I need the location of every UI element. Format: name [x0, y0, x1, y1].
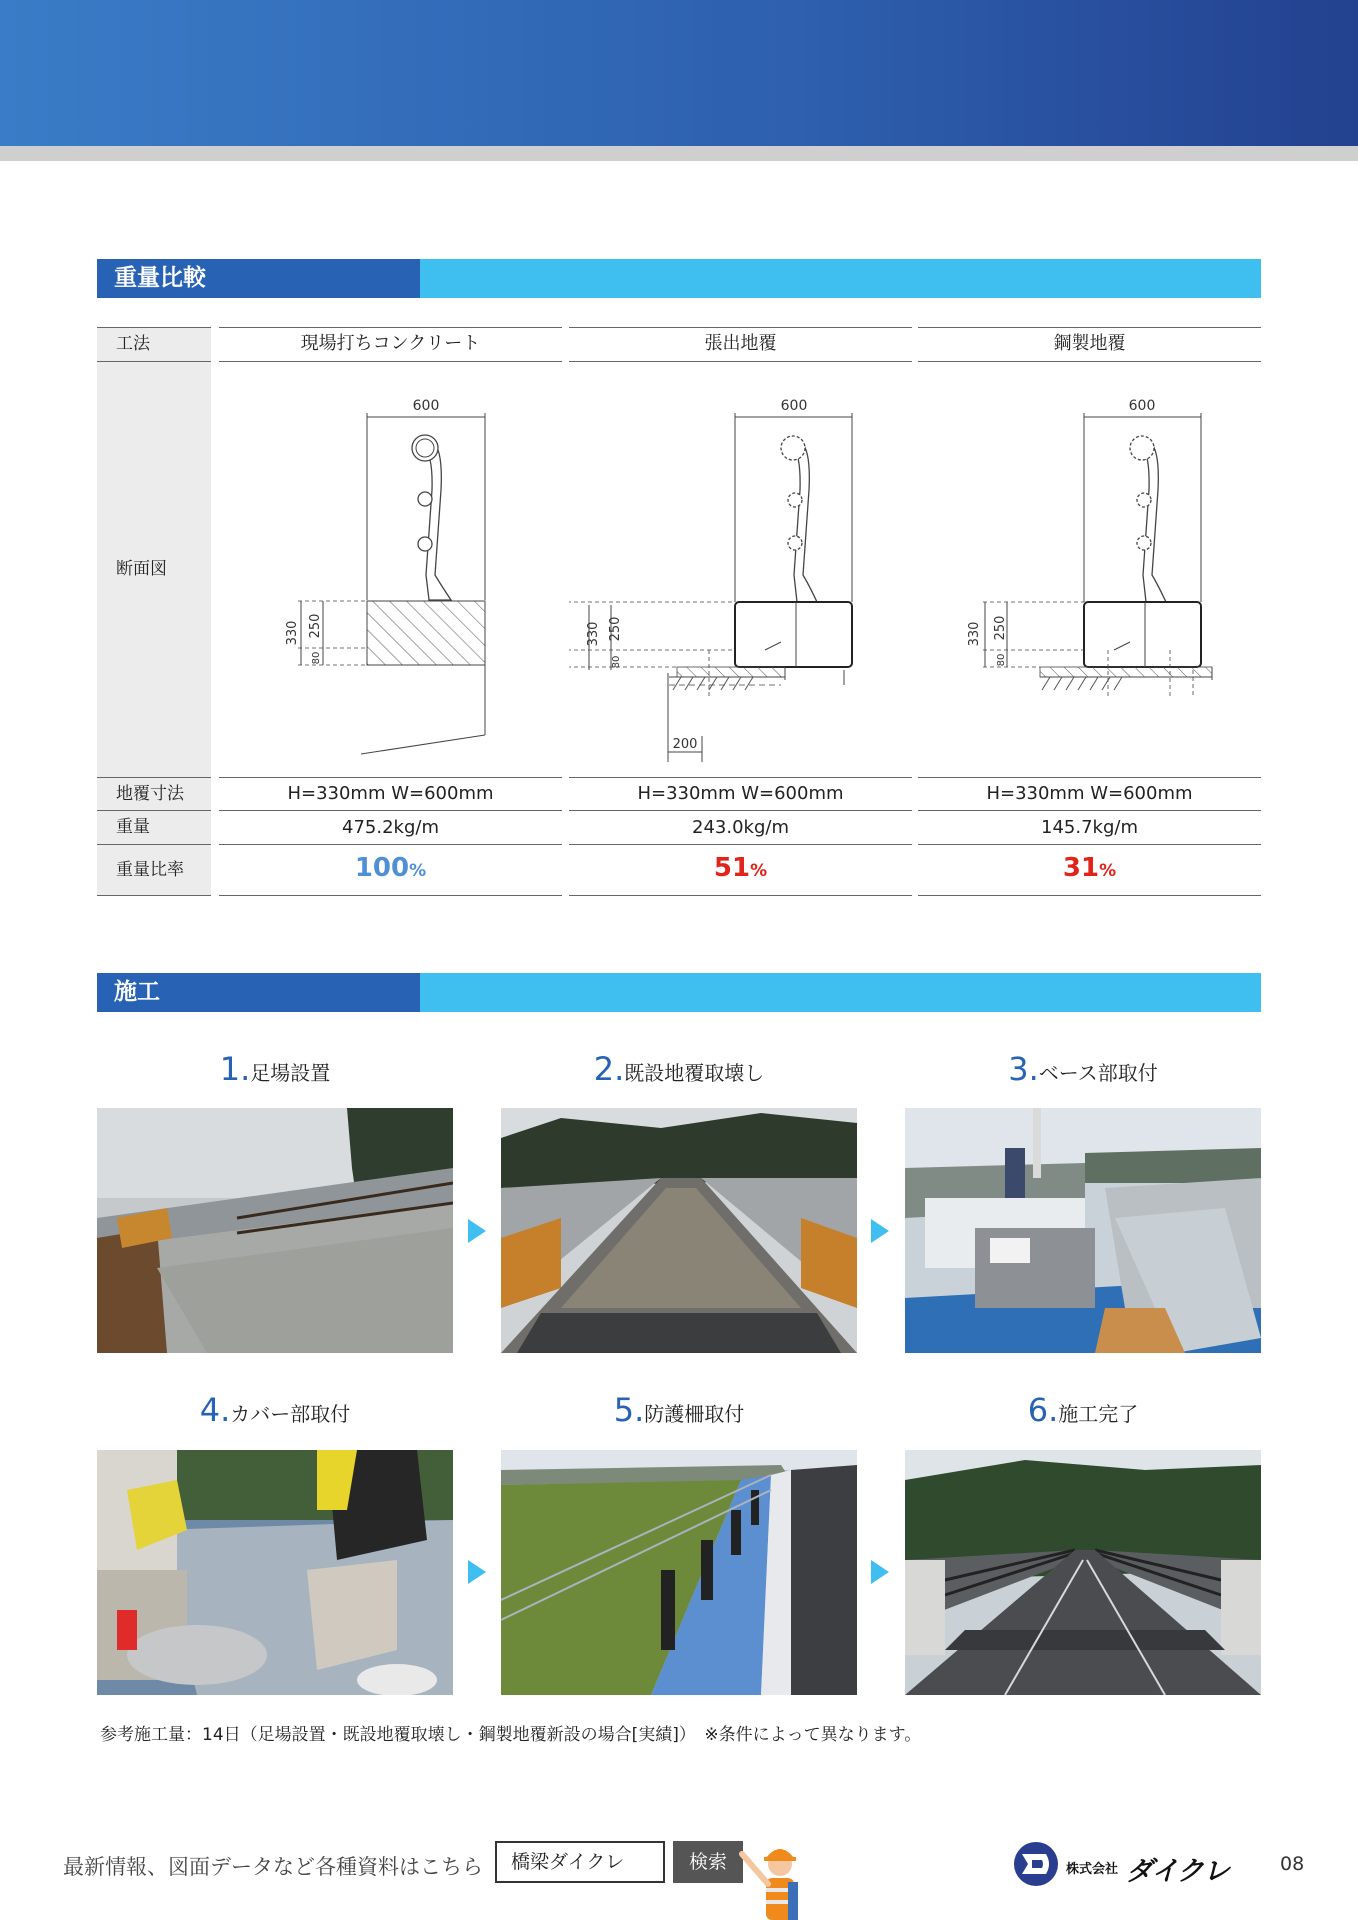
step-number: 5. [613, 1391, 645, 1429]
company-logo-icon [1012, 1840, 1064, 1888]
weight-overhang: 243.0kg/m [692, 817, 789, 838]
search-button[interactable]: 検索 [673, 1841, 743, 1883]
ratio-unit: % [409, 861, 427, 881]
table-rule [97, 895, 211, 896]
dim-lower-label: 80 [611, 655, 622, 669]
table-rule [569, 844, 912, 845]
step-label: 足場設置 [250, 1061, 331, 1085]
dimension-overhang: H=330mm W=600mm [637, 783, 844, 804]
table-rule [219, 810, 562, 811]
step-title-4 [97, 1391, 453, 1429]
table-rule [918, 844, 1261, 845]
step-number: 1. [219, 1050, 251, 1088]
step-title-5 [501, 1391, 857, 1429]
step-number: 3. [1008, 1050, 1039, 1088]
dim-upper-label: 250 [608, 616, 623, 642]
ratio-concrete [219, 853, 562, 883]
table-rule [219, 895, 562, 896]
step-label: 既設地覆取壊し [624, 1061, 765, 1085]
step-label: 防護柵取付 [644, 1402, 745, 1426]
section-title-weight: 重量比較 [97, 259, 420, 298]
step-label: ベース部取付 [1038, 1061, 1158, 1085]
table-rule [97, 327, 211, 328]
row-label-dimension: 地覆寸法 [97, 778, 211, 810]
dim-width-label: 600 [780, 398, 808, 414]
table-rule [918, 327, 1261, 328]
table-rule [219, 777, 562, 778]
section-drawing-concrete [219, 380, 562, 765]
row-label-weight: 重量 [97, 811, 211, 844]
worker-mascot-icon [736, 1836, 806, 1920]
section-header-weight [97, 259, 1261, 298]
step-title-2 [501, 1050, 857, 1088]
page-number: 08 [1280, 1853, 1305, 1875]
step-label: カバー部取付 [230, 1402, 351, 1426]
table-rule [569, 895, 912, 896]
table-rule [918, 810, 1261, 811]
dim-overhang-label: 200 [672, 737, 698, 752]
table-rule [219, 327, 562, 328]
company-prefix: 株式会社 [1066, 1862, 1119, 1877]
dimension-steel: H=330mm W=600mm [986, 783, 1193, 804]
dim-width-label: 600 [412, 398, 440, 414]
table-rule [569, 810, 912, 811]
dim-width-label: 600 [1128, 398, 1156, 414]
table-rule [569, 327, 912, 328]
dim-height-label: 330 [586, 621, 601, 647]
column-header-concrete: 現場打ちコンクリート [300, 333, 481, 354]
step-title-1 [97, 1050, 453, 1088]
dim-height-label: 330 [285, 620, 300, 646]
dim-upper-label: 250 [993, 615, 1008, 641]
arrow-right-icon [871, 1219, 889, 1243]
dim-lower-label: 80 [996, 653, 1007, 667]
search-input[interactable]: 橋梁ダイクレ [495, 1841, 665, 1883]
row-label-section: 断面図 [97, 362, 211, 777]
dim-height-label: 330 [967, 621, 982, 647]
ratio-unit: % [1099, 861, 1117, 881]
overhang-vertical-dims [583, 605, 623, 685]
table-rule [97, 844, 211, 845]
ratio-value: 100 [354, 853, 410, 883]
table-rule [97, 777, 211, 778]
step-title-3 [905, 1050, 1261, 1088]
photo-demolition [501, 1108, 857, 1353]
header-stripe [0, 146, 1358, 161]
step-label: 施工完了 [1058, 1402, 1139, 1426]
table-rule [569, 777, 912, 778]
step-number: 4. [199, 1391, 231, 1429]
table-rule [918, 895, 1261, 896]
table-rule [219, 844, 562, 845]
step-number: 6. [1027, 1391, 1059, 1429]
table-rule [97, 361, 211, 362]
step-number: 2. [593, 1050, 625, 1088]
dim-lower-label: 80 [311, 651, 322, 665]
ratio-value: 51 [713, 853, 751, 883]
column-header-overhang: 張出地覆 [704, 333, 777, 354]
ratio-unit: % [750, 861, 768, 881]
photo-scaffolding [97, 1108, 453, 1353]
section-title-construction: 施工 [97, 973, 420, 1012]
table-rule [97, 810, 211, 811]
table-rule [569, 361, 912, 362]
ratio-steel [918, 853, 1261, 883]
arrow-right-icon [871, 1560, 889, 1584]
arrow-right-icon [468, 1560, 486, 1584]
footer-text: 最新情報、図面データなど各種資料はこちら [63, 1855, 483, 1879]
section-drawing-overhang [569, 380, 912, 765]
ratio-overhang [569, 853, 912, 883]
ratio-value: 31 [1062, 853, 1100, 883]
photo-guardrail-installation [501, 1450, 857, 1695]
header-band [0, 0, 1358, 146]
column-header-steel: 鋼製地覆 [1053, 333, 1126, 354]
table-rule [918, 777, 1261, 778]
arrow-right-icon [468, 1219, 486, 1243]
photo-base-installation [905, 1108, 1261, 1353]
construction-note: 参考施工量：14日（足場設置・既設地覆取壊し・鋼製地覆新設の場合[実績]） ※条件によって異なります。 [100, 1725, 922, 1745]
row-label-method: 工法 [97, 328, 211, 361]
dim-upper-label: 250 [308, 613, 323, 639]
weight-steel: 145.7kg/m [1041, 817, 1138, 838]
section-drawing-steel [918, 380, 1261, 765]
step-title-6 [905, 1391, 1261, 1429]
photo-cover-installation [97, 1450, 453, 1695]
dimension-concrete: H=330mm W=600mm [287, 783, 494, 804]
section-header-construction [97, 973, 1261, 1012]
photo-completion [905, 1450, 1261, 1695]
weight-concrete: 475.2kg/m [342, 817, 439, 838]
table-rule [918, 361, 1261, 362]
table-rule [219, 361, 562, 362]
row-label-ratio: 重量比率 [97, 845, 211, 895]
company-name: ダイクレ [1126, 1856, 1229, 1887]
